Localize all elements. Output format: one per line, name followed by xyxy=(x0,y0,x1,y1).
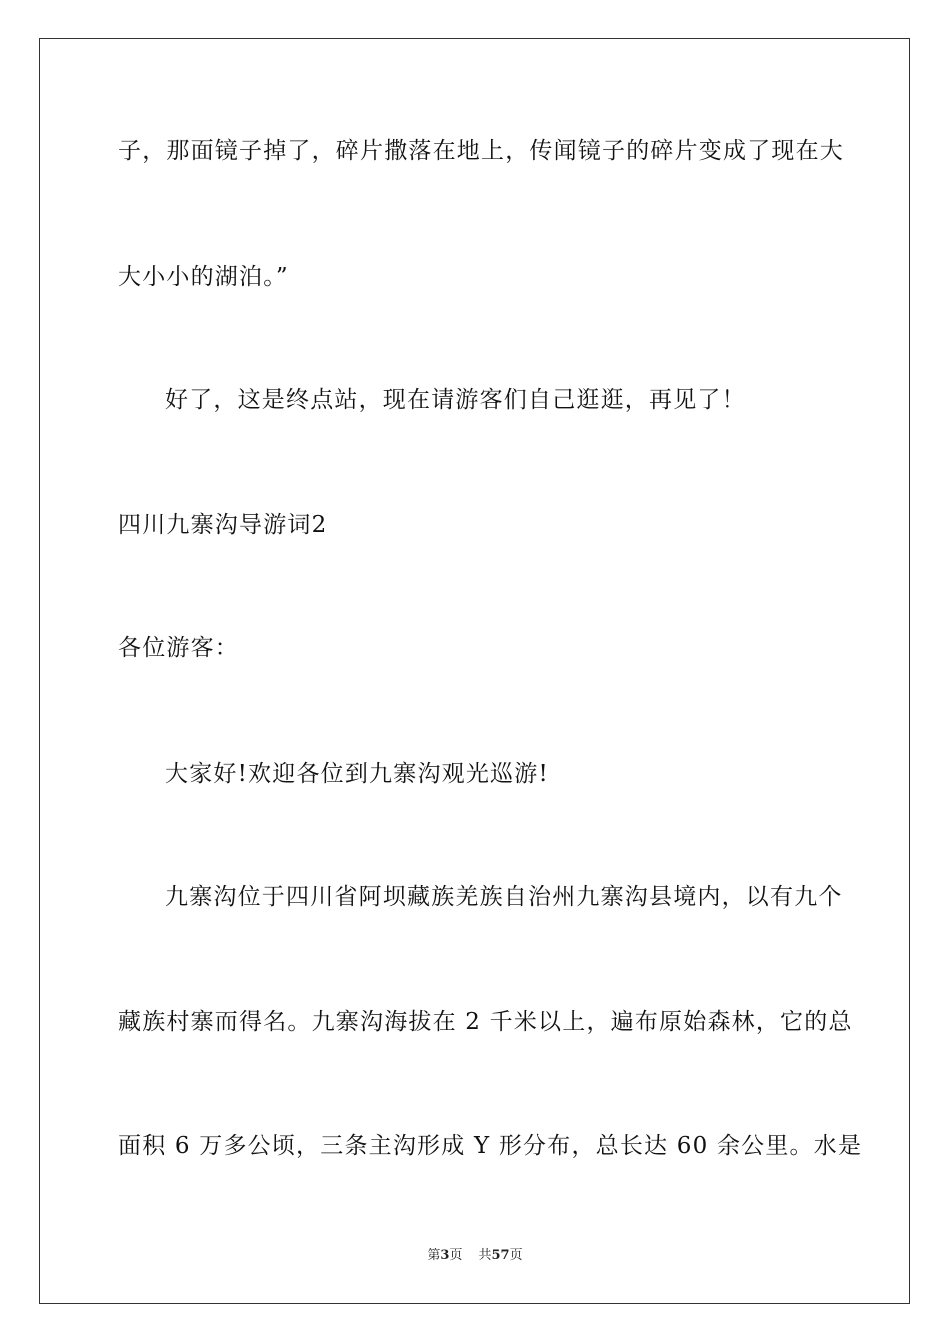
body-text-line: 好了，这是终点站，现在请游客们自己逛逛，再见了！ xyxy=(165,387,746,413)
page-number: 3 xyxy=(440,1248,450,1263)
page-prefix: 第 xyxy=(427,1248,441,1263)
page-suffix: 页 xyxy=(449,1248,463,1263)
body-text-line: 九寨沟位于四川省阿坝藏族羌族自治州九寨沟县境内，以有九个 xyxy=(165,884,843,910)
page-footer xyxy=(0,1247,950,1265)
salutation: 各位游客： xyxy=(118,635,239,661)
body-text-line: 面积 6 万多公顷，三条主沟形成 Y 形分布，总长达 60 余公里。水是 xyxy=(118,1133,863,1159)
body-text-line: 大小小的湖泊。” xyxy=(118,264,289,290)
page-frame xyxy=(39,38,910,1304)
total-pages: 57 xyxy=(491,1248,510,1263)
total-suffix: 页 xyxy=(509,1248,523,1263)
body-text-line: 藏族村寨而得名。九寨沟海拔在 2 千米以上，遍布原始森林，它的总 xyxy=(118,1009,853,1035)
body-text-line: 子，那面镜子掉了，碎片撒落在地上，传闻镜子的碎片变成了现在大 xyxy=(118,138,844,164)
body-text-line: 大家好!欢迎各位到九寨沟观光巡游! xyxy=(165,761,549,787)
section-heading: 四川九寨沟导游词2 xyxy=(118,512,328,538)
total-prefix: 共 xyxy=(478,1248,492,1263)
